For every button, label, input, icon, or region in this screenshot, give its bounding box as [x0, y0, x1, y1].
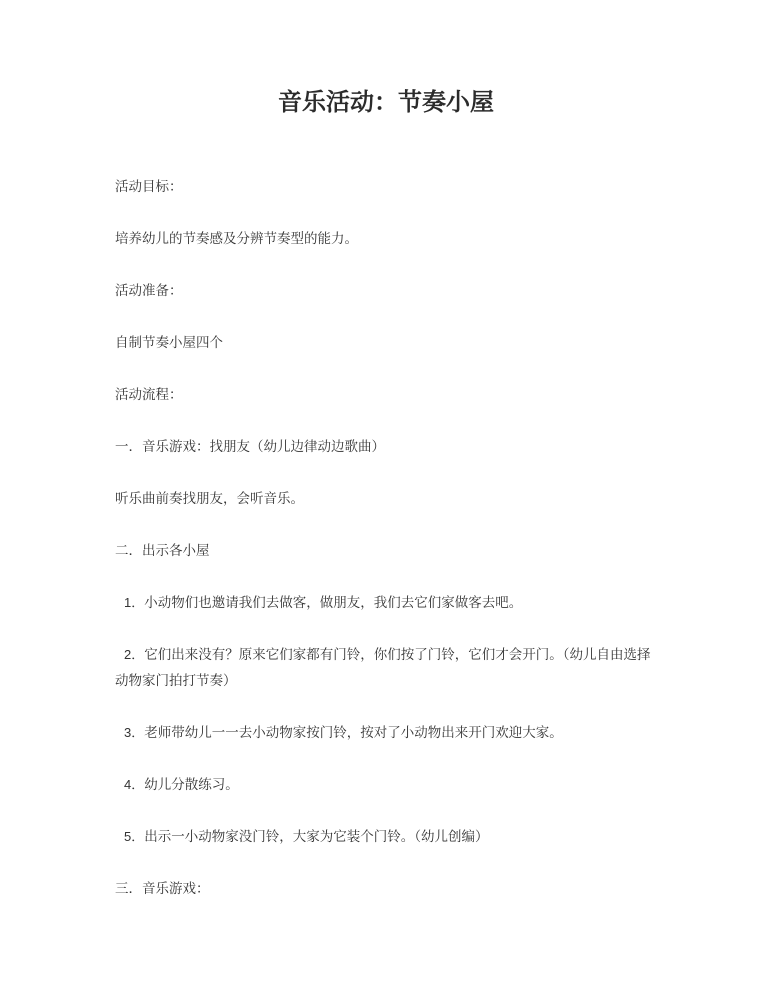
activity-goals-text: 培养幼儿的节奏感及分辨节奏型的能力。 — [115, 231, 358, 246]
activity-goals-heading: 活动目标： — [115, 179, 183, 194]
list-item-text: 出示一小动物家没门铃，大家为它装个门铃。（幼儿创编） — [144, 829, 489, 844]
list-number: 5． — [124, 829, 145, 844]
step-two-item-1 — [115, 590, 657, 616]
step-three-heading: 三．音乐游戏： — [115, 881, 210, 896]
document-title: 音乐活动：节奏小屋 — [278, 90, 494, 116]
list-number: 3． — [124, 725, 145, 740]
activity-preparation-heading: 活动准备： — [115, 283, 183, 298]
step-two-heading: 二．出示各小屋 — [115, 543, 210, 558]
list-number: 1． — [124, 595, 145, 610]
activity-preparation-text: 自制节奏小屋四个 — [115, 335, 223, 350]
step-one-heading: 一．音乐游戏：找朋友（幼儿边律动边歌曲） — [115, 439, 385, 454]
activity-process-heading: 活动流程： — [115, 387, 183, 402]
step-two-item-4 — [115, 772, 657, 798]
list-item-text: 它们出来没有？原来它们家都有门铃，你们按了门铃，它们才会开门。（幼儿自由选择动物家门拍打节奏） — [115, 647, 651, 688]
list-item-text: 幼儿分散练习。 — [144, 777, 239, 792]
list-item-text: 老师带幼儿一一去小动物家按门铃，按对了小动物出来开门欢迎大家。 — [144, 725, 563, 740]
step-two-item-3 — [115, 720, 657, 746]
step-two-item-2 — [115, 642, 657, 694]
step-two-item-5 — [115, 824, 657, 850]
list-item-text: 小动物们也邀请我们去做客，做朋友，我们去它们家做客去吧。 — [144, 595, 523, 610]
step-one-text: 听乐曲前奏找朋友，会听音乐。 — [115, 491, 304, 506]
list-number: 2． — [124, 647, 145, 662]
list-number: 4． — [124, 777, 145, 792]
